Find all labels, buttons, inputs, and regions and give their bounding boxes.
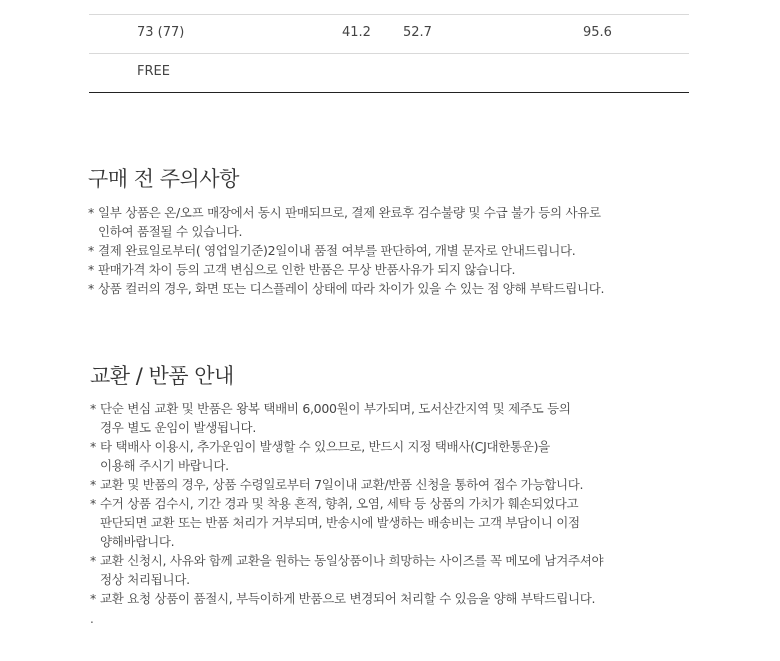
bullet-star: * (90, 591, 96, 606)
bullet-star: * (90, 477, 96, 492)
table-cell-value (342, 0, 346, 3)
exchange-list (90, 399, 603, 608)
note-line: 교환 요청 상품이 품절시, 부득이하게 반품으로 변경되어 처리할 수 있음을 양해 부탁드립니다. (100, 591, 596, 606)
list-item (90, 437, 603, 475)
list-item (88, 203, 604, 241)
table-cell-size: FREE (137, 64, 170, 79)
table-row (89, 14, 689, 53)
note-line: 일부 상품은 온/오프 매장에서 동시 판매되므로, 결제 완료후 검수불량 및 수급 불가 등의 사유로 (98, 205, 601, 220)
note-line: 판단되면 교환 또는 반품 처리가 거부되며, 반송시에 발생하는 배송비는 고객 부담이니 이점 (100, 515, 580, 530)
list-item (90, 551, 603, 589)
bullet-star: * (88, 205, 94, 220)
trailing-dot: . (90, 612, 94, 626)
note-line: 결제 완료일로부터( 영업일기준)2일이내 품절 여부를 판단하여, 개별 문자로 안내드립니다. (98, 243, 576, 258)
exchange-title: 교환 / 반품 안내 (90, 364, 234, 388)
precautions-list (88, 203, 604, 298)
list-item (90, 494, 603, 551)
bullet-star: * (88, 281, 94, 296)
note-line: 수거 상품 검수시, 기간 경과 및 착용 흔적, 향취, 오염, 세탁 등 상품의 가치가 훼손되었다고 (100, 496, 579, 511)
list-item (90, 399, 603, 437)
table-row-partial (89, 0, 689, 14)
note-line: 교환 및 반품의 경우, 상품 수령일로부터 7일이내 교환/반품 신청을 통하여 접수 가능합니다. (100, 477, 584, 492)
table-cell-value: 41.2 (342, 25, 371, 40)
size-table (89, 0, 689, 93)
precautions-title: 구매 전 주의사항 (88, 167, 239, 191)
bullet-star: * (88, 243, 94, 258)
bullet-star: * (90, 401, 96, 416)
list-item (88, 279, 604, 298)
table-row (89, 53, 689, 93)
table-cell-value: 52.7 (403, 25, 432, 40)
note-line: 경우 별도 운임이 발생됩니다. (100, 420, 256, 435)
note-line: 정상 처리됩니다. (100, 572, 190, 587)
list-item (88, 241, 604, 260)
table-cell-size (137, 0, 141, 3)
bullet-star: * (90, 553, 96, 568)
note-line: 양해바랍니다. (100, 534, 175, 549)
bullet-star: * (90, 439, 96, 454)
note-line: 타 택배사 이용시, 추가운임이 발생할 수 있으므로, 반드시 지정 택배사(CJ대한통운)을 (100, 439, 550, 454)
note-line: 단순 변심 교환 및 반품은 왕복 택배비 6,000원이 부가되며, 도서산간지역 및 제주도 등의 (100, 401, 571, 416)
note-line: 상품 컬러의 경우, 화면 또는 디스플레이 상태에 따라 차이가 있을 수 있는 점 양해 부탁드립니다. (98, 281, 605, 296)
bullet-star: * (88, 262, 94, 277)
note-line: 인하여 품절될 수 있습니다. (98, 224, 243, 239)
list-item (88, 260, 604, 279)
table-cell-value: 95.6 (583, 25, 612, 40)
table-cell-size: 73 (77) (137, 25, 185, 40)
list-item (90, 475, 603, 494)
bullet-star: * (90, 496, 96, 511)
list-item (90, 589, 603, 608)
note-line: 판매가격 차이 등의 고객 변심으로 인한 반품은 무상 반품사유가 되지 않습니다. (98, 262, 516, 277)
note-line: 교환 신청시, 사유와 함께 교환을 원하는 동일상품이나 희망하는 사이즈를 꼭 메모에 남겨주셔야 (100, 553, 604, 568)
note-line: 이용해 주시기 바랍니다. (100, 458, 229, 473)
